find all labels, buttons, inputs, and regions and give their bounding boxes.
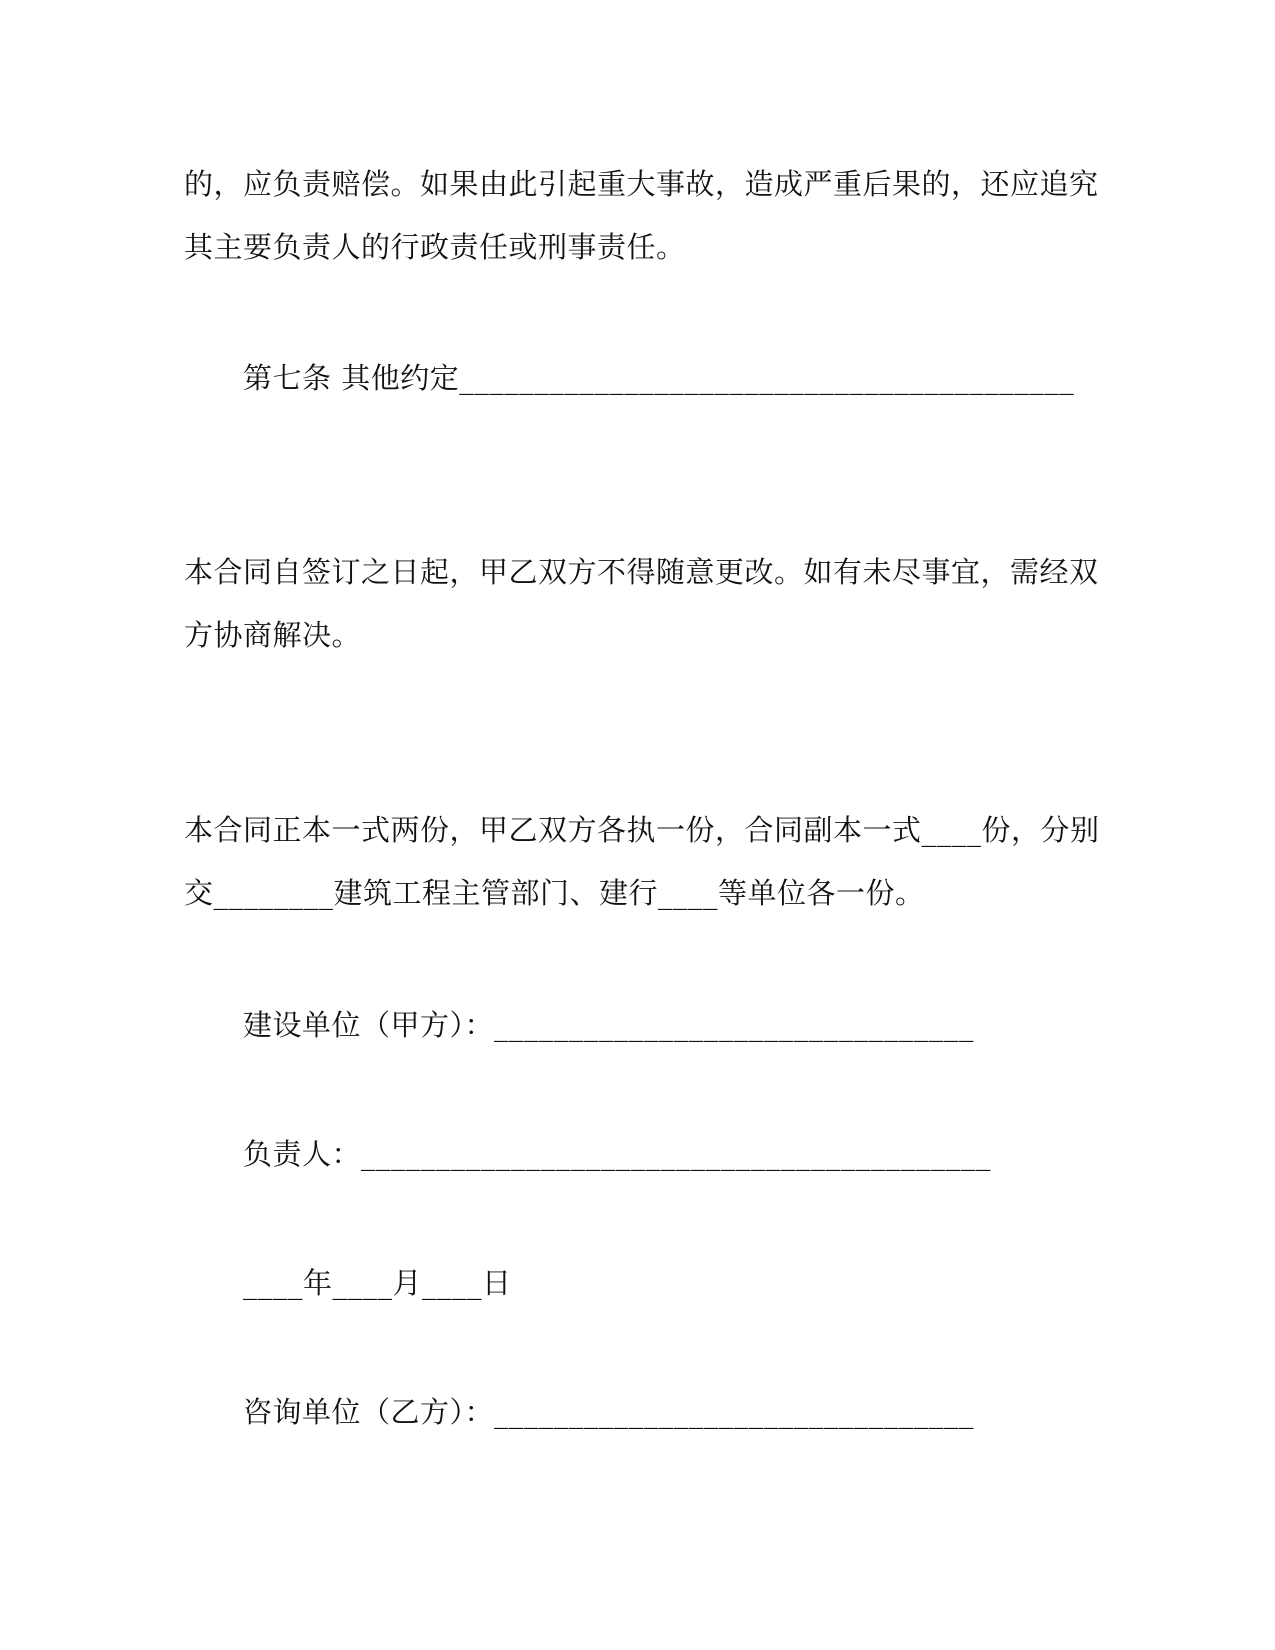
liability-paragraph-line-1: 的，应负责赔偿。如果由此引起重大事故，造成严重后果的，还应追究	[184, 167, 1099, 201]
effect-paragraph-line-2: 方协商解决。	[184, 618, 362, 652]
party-b-signature-line: 咨询单位（乙方）：________________________________	[243, 1395, 975, 1429]
article-seven-other-terms: 第七条 其他约定_________________________________________	[243, 361, 1075, 395]
person-in-charge-line: 负责人：__________________________________________	[243, 1137, 992, 1171]
date-line: ____年____月____日	[243, 1266, 512, 1300]
effect-paragraph-line-1: 本合同自签订之日起，甲乙双方不得随意更改。如有未尽事宜，需经双	[184, 555, 1099, 589]
party-a-signature-line: 建设单位（甲方）：________________________________	[243, 1008, 975, 1042]
copies-paragraph-line-2: 交________建筑工程主管部门、建行____等单位各一份。	[184, 876, 925, 910]
liability-paragraph-line-2: 其主要负责人的行政责任或刑事责任。	[184, 230, 686, 264]
copies-paragraph-line-1: 本合同正本一式两份，甲乙双方各执一份，合同副本一式____份，分别	[184, 813, 1100, 847]
